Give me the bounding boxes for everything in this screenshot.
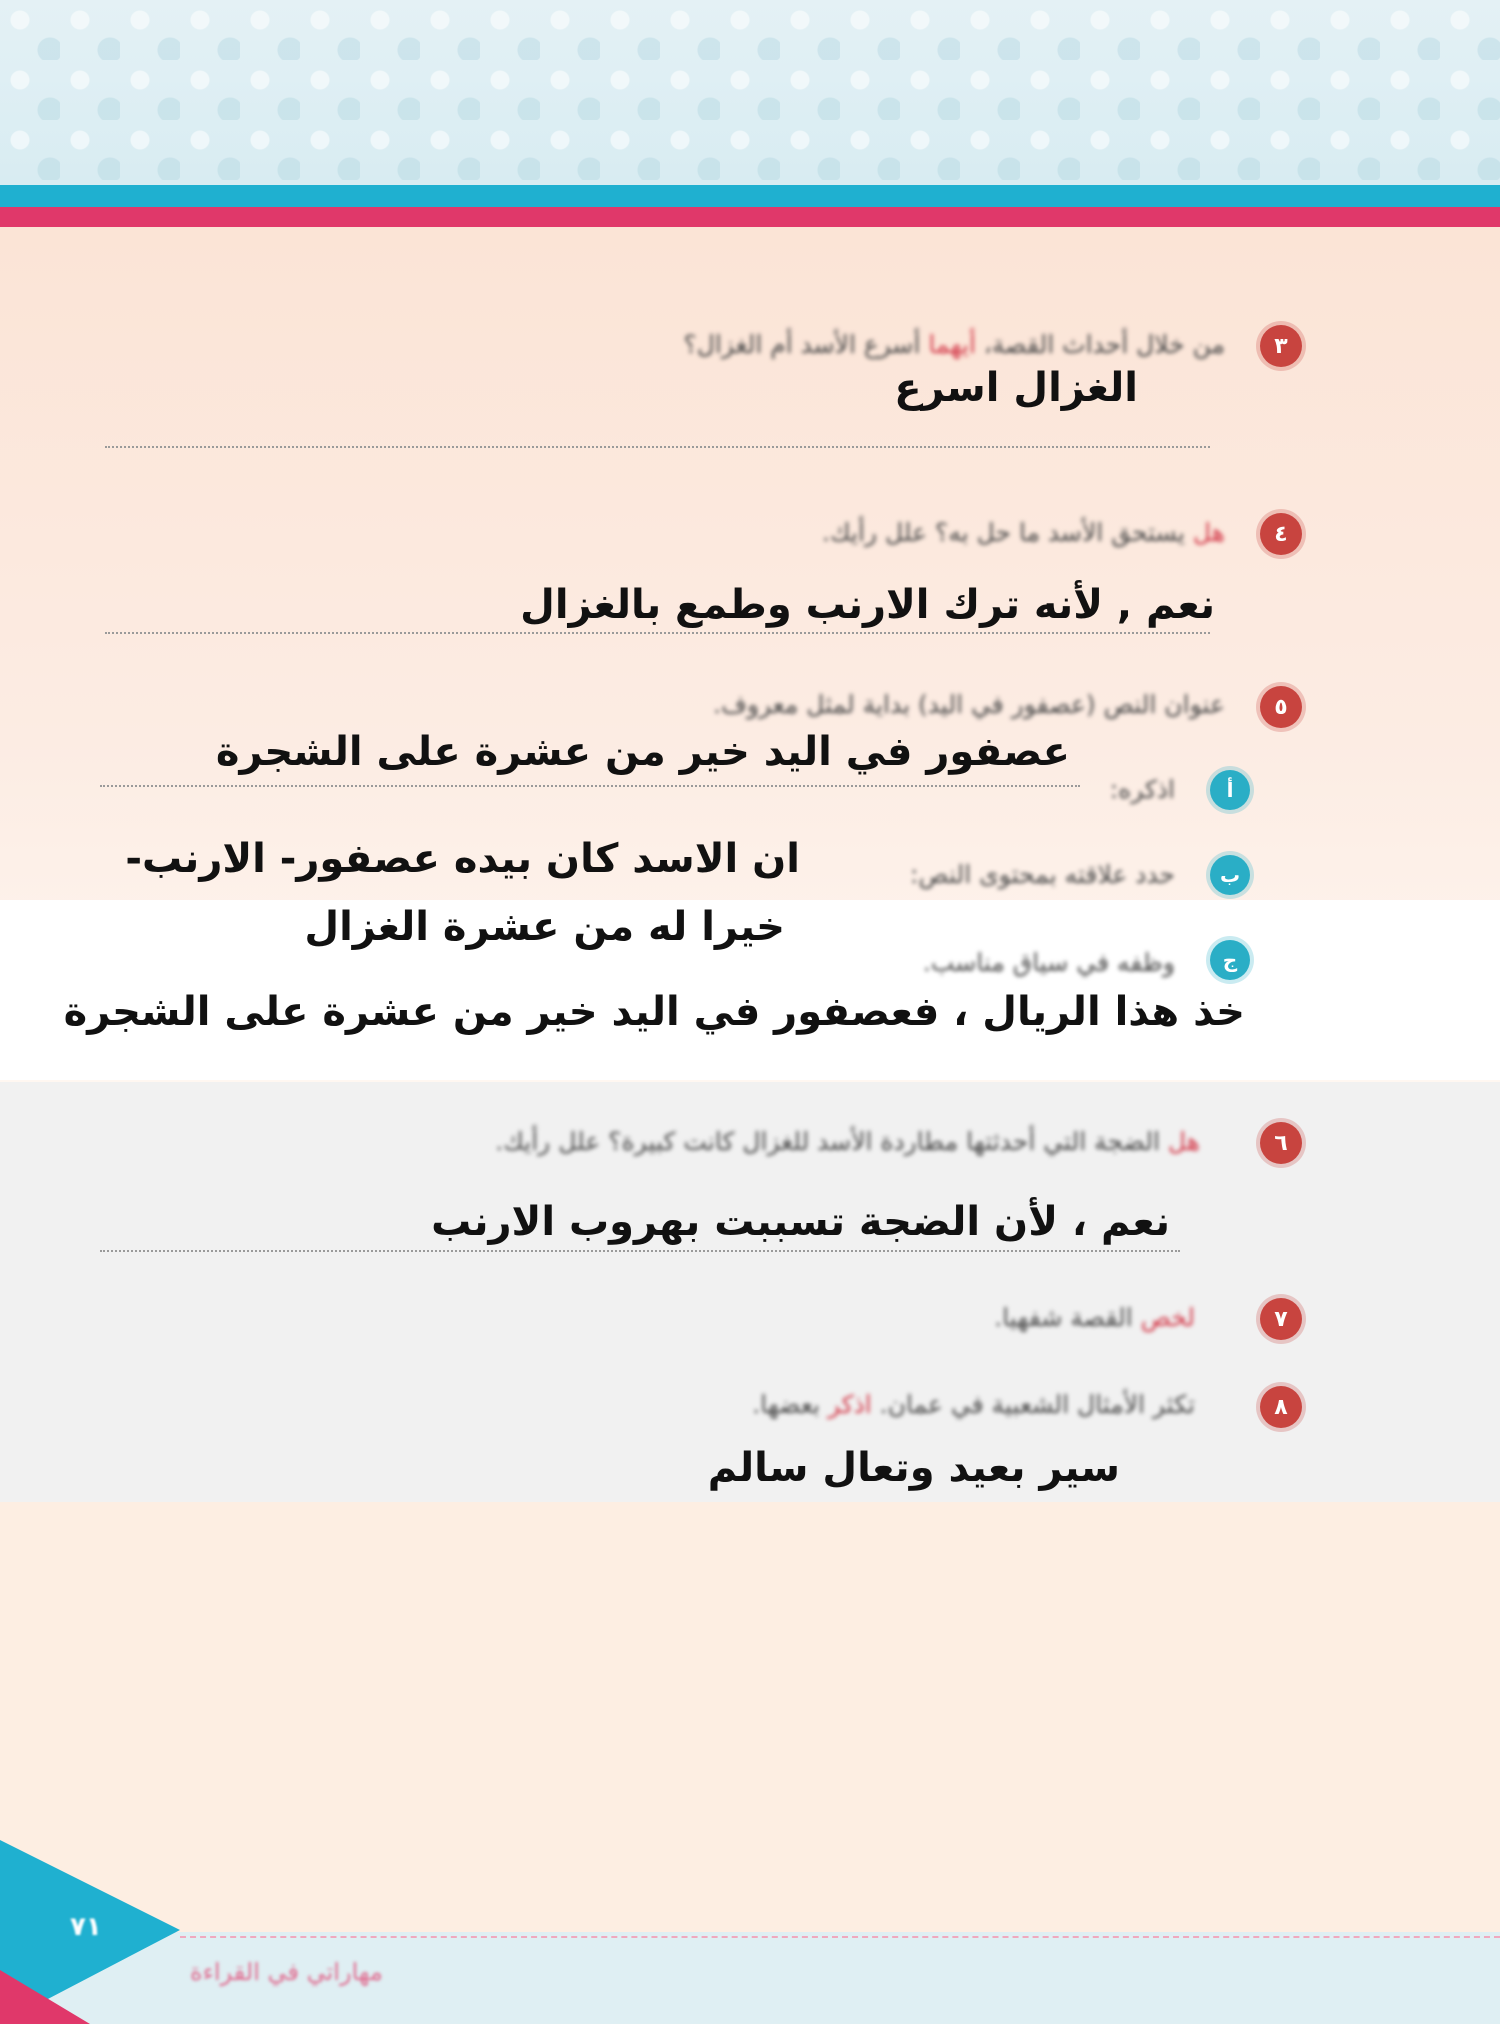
answer-line-3: [105, 446, 1210, 448]
page-number: ٧١: [70, 1912, 102, 1942]
answer-line-4: [105, 632, 1210, 634]
subpart-c-marker: ج: [1210, 940, 1250, 980]
answer-line-5a: [100, 785, 1080, 787]
answer-5b-line1[interactable]: ان الاسد كان بيده عصفور- الارنب-: [125, 836, 800, 882]
answer-8[interactable]: سير بعيد وتعال سالم: [707, 1445, 1120, 1491]
subpart-a-text: اذكره:: [1109, 775, 1175, 804]
subpart-b-text: حدد علاقته بمحتوى النص:: [909, 860, 1175, 889]
question-number-4: ٤: [1260, 513, 1302, 555]
question-7-text: لخص القصة شفهيا.: [994, 1303, 1195, 1332]
answer-5[interactable]: عصفور في اليد خير من عشرة على الشجرة: [215, 729, 1070, 775]
answer-3[interactable]: الغزال اسرع: [894, 365, 1138, 411]
footer-divider: [180, 1936, 1500, 1938]
header-pattern: [0, 0, 1500, 185]
question-number-8: ٨: [1260, 1386, 1302, 1428]
question-6-text: هل الضجة التي أحدثتها مطاردة الأسد للغزال كانت كبيرة؟ علل رأيك.: [495, 1127, 1200, 1156]
answer-5b-line2[interactable]: خيرا له من عشرة الغزال: [304, 904, 785, 950]
question-number-3: ٣: [1260, 325, 1302, 367]
answer-5c[interactable]: خذ هذا الريال ، فعصفور في اليد خير من عشرة على الشجرة: [63, 989, 1245, 1035]
question-3-text: من خلال أحداث القصة، أيهما أسرع الأسد أم الغزال؟: [683, 330, 1225, 359]
header-band-cyan: [0, 185, 1500, 207]
answer-4[interactable]: نعم , لأنه ترك الارنب وطمع بالغزال: [520, 582, 1215, 628]
subpart-a-marker: أ: [1210, 770, 1250, 810]
answer-6[interactable]: نعم ، لأن الضجة تسببت بهروب الارنب: [431, 1199, 1170, 1245]
question-number-5: ٥: [1260, 686, 1302, 728]
question-8-text: تكثر الأمثال الشعبية في عمان. اذكر بعضها.: [752, 1390, 1195, 1419]
subpart-b-marker: ب: [1210, 855, 1250, 895]
question-number-7: ٧: [1260, 1298, 1302, 1340]
answer-line-6: [100, 1250, 1180, 1252]
subpart-c-text: وظفه في سياق مناسب.: [922, 948, 1175, 977]
lower-background: [0, 1502, 1500, 1932]
question-4-text: هل يستحق الأسد ما حل به؟ علل رأيك.: [822, 518, 1225, 547]
footer-title: مهاراتي في القراءة: [190, 1958, 383, 1986]
header-band-pink: [0, 207, 1500, 227]
question-number-6: ٦: [1260, 1122, 1302, 1164]
question-5-text: عنوان النص (عصفور في اليد) بداية لمثل معروف.: [713, 690, 1225, 719]
